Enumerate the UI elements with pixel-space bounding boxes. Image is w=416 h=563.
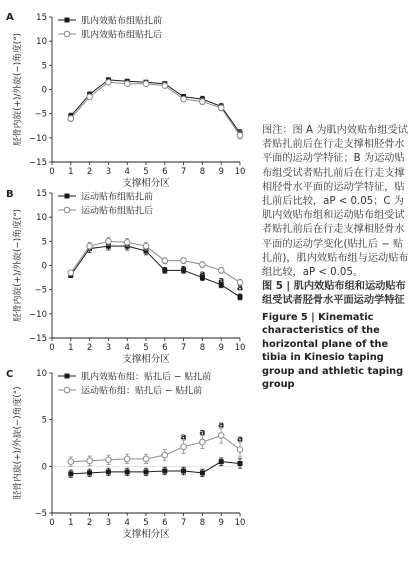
y-tick-label: 10 bbox=[36, 369, 47, 379]
data-point bbox=[124, 240, 130, 246]
x-tick-label: 0 bbox=[49, 343, 55, 353]
x-tick-label: 3 bbox=[105, 518, 112, 528]
data-point bbox=[218, 433, 224, 439]
data-point bbox=[106, 469, 111, 474]
data-point bbox=[181, 469, 186, 474]
x-tick-label: 4 bbox=[124, 343, 130, 353]
x-tick-label: 10 bbox=[234, 343, 246, 353]
x-tick-label: 0 bbox=[49, 518, 55, 528]
y-axis-label: 胫骨内旋(+)/外旋(−)角度(°) bbox=[13, 32, 23, 147]
x-tick-label: 7 bbox=[180, 518, 187, 528]
y-tick-label: 5 bbox=[41, 237, 47, 248]
data-point bbox=[106, 79, 112, 85]
y-tick-label: 0 bbox=[41, 261, 47, 272]
legend bbox=[58, 15, 162, 41]
series-line bbox=[71, 82, 240, 135]
data-point bbox=[87, 458, 93, 464]
chart-panel-a bbox=[6, 12, 245, 189]
y-tick-label: 0 bbox=[41, 462, 47, 473]
data-point bbox=[162, 83, 168, 89]
y-tick-label: 5 bbox=[41, 415, 47, 426]
x-tick-label: 5 bbox=[143, 518, 149, 528]
x-tick-label: 6 bbox=[162, 343, 168, 353]
y-tick-label: 15 bbox=[36, 13, 47, 23]
x-tick-label: 8 bbox=[199, 518, 206, 528]
data-point bbox=[200, 99, 206, 105]
data-point bbox=[218, 268, 224, 274]
data-point bbox=[124, 81, 130, 87]
significance-mark: a bbox=[199, 269, 206, 280]
y-axis-label: 胫骨内旋(+)/外旋(−)角度(°) bbox=[13, 386, 23, 500]
x-tick-label: 7 bbox=[180, 167, 187, 177]
y-tick-label: 10 bbox=[36, 213, 47, 224]
figure-caption bbox=[262, 124, 410, 392]
y-tick-label: −10 bbox=[29, 309, 47, 320]
data-point bbox=[106, 239, 112, 245]
data-point bbox=[181, 444, 187, 450]
data-point bbox=[162, 469, 167, 474]
x-tick-label: 0 bbox=[49, 167, 55, 177]
y-tick-label: −5 bbox=[34, 509, 47, 519]
legend bbox=[58, 191, 153, 217]
caption-cn-title: 图 5 | 肌内效贴布组和运动贴布组受试者胫骨水平面运动学特征 bbox=[262, 281, 406, 307]
data-point bbox=[87, 243, 93, 249]
series-open bbox=[68, 79, 243, 138]
y-axis-label: 胫骨内旋(+)/外旋(−)角度(°) bbox=[13, 208, 23, 323]
significance-mark: a bbox=[180, 263, 187, 274]
legend-marker bbox=[64, 387, 70, 393]
x-tick-label: 1 bbox=[68, 343, 74, 353]
x-axis-label: 支撑相分区 bbox=[122, 529, 170, 540]
data-point bbox=[237, 133, 243, 139]
x-tick-label: 8 bbox=[199, 167, 206, 177]
legend-marker bbox=[64, 207, 70, 213]
legend-label: 肌内效贴布组贴扎后 bbox=[81, 30, 163, 41]
x-tick-label: 3 bbox=[105, 343, 112, 353]
data-point bbox=[238, 294, 243, 299]
panel-letter: A bbox=[6, 12, 14, 23]
y-tick-label: 0 bbox=[41, 85, 47, 96]
y-tick-label: 10 bbox=[36, 37, 47, 48]
x-tick-label: 8 bbox=[199, 343, 206, 353]
significance-mark: a bbox=[180, 432, 187, 443]
significance-mark: a bbox=[236, 434, 244, 445]
data-point bbox=[200, 262, 206, 268]
x-tick-label: 4 bbox=[124, 167, 130, 177]
x-tick-label: 6 bbox=[162, 518, 168, 528]
data-point bbox=[125, 469, 130, 474]
x-tick-label: 5 bbox=[143, 167, 149, 177]
legend-marker bbox=[65, 374, 70, 379]
x-tick-label: 1 bbox=[68, 518, 74, 528]
legend-label: 运动贴布组贴扎前 bbox=[81, 192, 154, 203]
data-point bbox=[238, 461, 243, 466]
data-point bbox=[218, 105, 224, 111]
x-tick-label: 4 bbox=[124, 518, 130, 528]
data-point bbox=[68, 270, 74, 276]
data-point bbox=[162, 258, 168, 264]
legend-label: 运动贴布组贴扎后 bbox=[81, 206, 154, 217]
data-point bbox=[181, 258, 187, 264]
legend-label: 肌内效贴布组：贴扎后 − 贴扎前 bbox=[81, 372, 212, 383]
series-line bbox=[71, 80, 240, 133]
legend-label: 肌内效贴布组贴扎前 bbox=[81, 16, 163, 27]
data-point bbox=[181, 96, 187, 102]
legend-marker bbox=[65, 194, 70, 199]
data-point bbox=[87, 94, 93, 100]
series-line bbox=[71, 462, 240, 474]
data-point bbox=[237, 447, 243, 453]
y-tick-label: −15 bbox=[29, 334, 47, 344]
y-tick-label: −15 bbox=[29, 158, 47, 168]
series-filled bbox=[68, 242, 242, 300]
significance-mark: a bbox=[199, 427, 206, 438]
y-tick-label: −5 bbox=[34, 109, 47, 120]
series-filled bbox=[68, 77, 242, 136]
x-tick-label: 9 bbox=[218, 167, 224, 177]
data-point bbox=[144, 469, 149, 474]
series-line bbox=[71, 436, 240, 462]
y-tick-label: 5 bbox=[41, 61, 47, 72]
data-point bbox=[124, 456, 130, 462]
legend-marker bbox=[65, 18, 70, 23]
x-tick-label: 1 bbox=[68, 167, 74, 177]
data-point bbox=[68, 459, 74, 465]
x-tick-label: 10 bbox=[234, 518, 246, 528]
caption-cn-body: 图注：图 A 为肌内效贴布组受试者贴扎前后在行走支撑相胫骨水平面的运动学特征；B 为运动贴布组受试者贴扎前后在行走支撑相胫骨水平面的运动学特征，贴扎前后比较，aP < 0.05；C 为肌内效贴布组和运动贴布组受试者贴扎前后在行走支撑相胫骨水平面的运动学变化(贴扎后 − 贴扎前)，肌内效贴布组与运动贴布组比较，aP < 0.05。 bbox=[262, 125, 409, 279]
data-point bbox=[200, 439, 206, 445]
legend bbox=[58, 371, 211, 397]
data-point bbox=[143, 456, 149, 462]
significance-mark: a bbox=[236, 283, 244, 294]
data-point bbox=[68, 471, 73, 476]
x-tick-label: 9 bbox=[218, 518, 224, 528]
x-tick-label: 6 bbox=[162, 167, 168, 177]
x-tick-label: 7 bbox=[180, 343, 187, 353]
x-tick-label: 2 bbox=[86, 167, 93, 177]
series-open bbox=[68, 237, 243, 285]
x-tick-label: 2 bbox=[86, 343, 93, 353]
y-tick-label: 15 bbox=[36, 189, 47, 199]
data-point bbox=[219, 459, 224, 464]
series-open bbox=[68, 428, 243, 466]
y-tick-label: −5 bbox=[34, 285, 47, 296]
panel-letter: C bbox=[6, 369, 14, 380]
data-point bbox=[87, 470, 92, 475]
data-point bbox=[143, 81, 149, 87]
data-point bbox=[162, 452, 168, 458]
panel-letter: B bbox=[6, 189, 14, 200]
chart-panel-b bbox=[6, 189, 245, 365]
x-tick-label: 3 bbox=[105, 167, 112, 177]
data-point bbox=[143, 243, 149, 249]
data-point bbox=[68, 116, 74, 122]
legend-label: 运动贴布组：贴扎后 − 贴扎前 bbox=[81, 386, 203, 397]
x-axis-label: 支撑相分区 bbox=[122, 178, 170, 189]
x-tick-label: 2 bbox=[86, 518, 93, 528]
x-tick-label: 9 bbox=[218, 343, 224, 353]
significance-mark: a bbox=[218, 276, 225, 286]
data-point bbox=[106, 457, 112, 463]
significance-mark: a bbox=[218, 420, 225, 431]
y-tick-label: −10 bbox=[29, 133, 47, 144]
x-axis-label: 支撑相分区 bbox=[122, 354, 170, 365]
x-tick-label: 10 bbox=[234, 167, 246, 177]
legend-marker bbox=[64, 31, 70, 37]
caption-en: Figure 5 | Kinematic characteristics of the horizontal plane of the tibia in Kinesio taping group and athletic taping group bbox=[262, 311, 404, 391]
data-point bbox=[162, 268, 167, 273]
x-tick-label: 5 bbox=[143, 343, 149, 353]
data-point bbox=[200, 470, 205, 475]
chart-panel-c bbox=[6, 369, 245, 540]
